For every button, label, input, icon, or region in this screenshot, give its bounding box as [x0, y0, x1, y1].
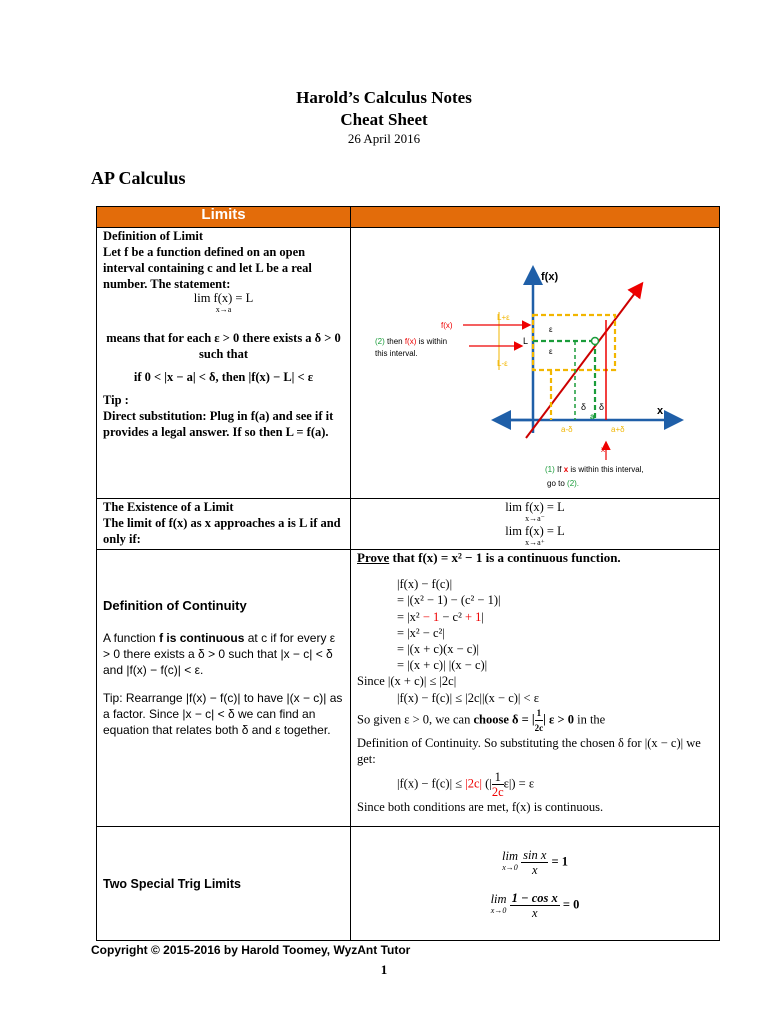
proof-statement: Prove that f(x) = x² − 1 is a continuous function.: [357, 550, 621, 565]
section-title: AP Calculus: [91, 168, 186, 188]
lpe-label: L+ε: [497, 313, 510, 322]
proof-cell: [351, 550, 720, 827]
continuity-definition: A function f is continuous at c if for every ε > 0 there exists a δ > 0 such that |x − c| < δ and |f(x) − f(c)| < ε.: [103, 631, 336, 677]
delta-right-label: δ: [599, 402, 605, 412]
eps-lower-label: ε: [549, 347, 553, 356]
copyright-footer: Copyright © 2015-2016 by Harold Toomey, WyzAnt Tutor: [91, 943, 411, 957]
existence-formulas-cell: [351, 499, 720, 550]
row-continuity: [97, 550, 720, 827]
limit-graph-cell: [351, 228, 720, 499]
fx-axis-label: f(x): [541, 271, 559, 283]
lme-label: L-ε: [497, 359, 508, 368]
row-trig-limits: [97, 827, 720, 941]
document-date: 26 April 2016: [347, 131, 421, 146]
proof-line-4: = |x² − c²|: [397, 625, 445, 640]
proof-line-11: |f(x) − f(c)| ≤ |2c| (| $\frac{1}{2c}$ ε|) = ε: [397, 770, 535, 800]
existence-text: The limit of f(x) as x approaches a is L if and only if:: [103, 516, 341, 546]
definition-limit-means: means that for each ε > 0 there exists a δ > 0 such that: [106, 331, 341, 361]
proof-line-9: So given ε > 0, we can choose δ = | $\frac{1}{2c}$ | ε > 0 in the: [357, 707, 606, 733]
note1-line1: (1) If x is within this interval,: [545, 465, 644, 474]
epsilon-delta-graph: [351, 228, 707, 478]
proof-line-7: Since |(x + c)| ≤ |2c|: [357, 674, 457, 689]
tip-label: Tip :: [103, 393, 129, 407]
proof-line-10: Definition of Continuity. So substituting the chosen δ for |(x − c)| we get:: [357, 735, 701, 767]
document-subtitle: Cheat Sheet: [340, 110, 428, 129]
a-label: a: [590, 412, 595, 421]
document-title: Harold’s Calculus Notes: [296, 88, 472, 107]
definition-limit-condition: if 0 < |x − a| < δ, then |f(x) − L| < ε: [133, 370, 314, 384]
existence-limit-cell: [97, 499, 351, 550]
delta-left-label: δ: [581, 402, 587, 412]
sin-limit-formula: lim x→0 $\frac{\text{sin x}}{x}$ = 1: [502, 847, 568, 877]
continuity-tip: Tip: Rearrange |f(x) − f(c)| to have |(x − c)| as a factor. Since |x − c| < δ we can find an equation that relates both δ and ε together.: [103, 691, 343, 737]
existence-heading: The Existence of a Limit: [103, 500, 234, 514]
trig-heading-cell: [97, 827, 351, 941]
cos-limit-formula: lim x→0 $\frac{\text{1 − cos x}}{x}$ = 0: [490, 890, 580, 920]
proof-line-1: |f(x) − f(c)|: [397, 577, 453, 592]
function-line: [526, 285, 641, 438]
continuity-heading: Definition of Continuity: [103, 598, 247, 613]
limit-point: [592, 338, 599, 345]
definition-limit-cell: [97, 228, 351, 499]
tip-text: Direct substitution: Plug in f(a) and see if it provides a legal answer. If so then L = f(a).: [103, 409, 334, 439]
definition-limit-intro: Let f be a function defined on an open interval containing c and let L be a real number. The statement:: [103, 245, 312, 291]
l-label: L: [523, 336, 529, 346]
row-definition-limit: [97, 228, 720, 499]
right-limit-formula: lim f(x) = L x→a⁺: [505, 524, 565, 547]
x-below-label: x: [601, 445, 605, 454]
epsilon-band: [533, 315, 615, 370]
definition-limit-formula: lim f(x) = L x→a: [193, 291, 254, 314]
table-header-empty: [351, 207, 720, 228]
fx-arrow-label: f(x): [441, 321, 453, 330]
left-limit-formula: lim f(x) = L x→a⁻: [505, 500, 565, 523]
trig-formulas-cell: [351, 827, 720, 941]
continuity-cell: [97, 550, 351, 827]
table-header-label: Limits: [97, 207, 351, 228]
table-header-row: [97, 207, 720, 228]
note2-line2: this interval.: [375, 349, 418, 358]
note2-line1: (2) then f(x) is within: [375, 337, 448, 346]
page-number: 1: [380, 962, 388, 977]
proof-line-12: Since both conditions are met, f(x) is continuous.: [357, 800, 604, 815]
proof-line-5: = |(x + c)(x − c)|: [397, 642, 480, 657]
eps-upper-label: ε: [549, 325, 553, 334]
definition-limit-heading: Definition of Limit: [103, 229, 203, 243]
limits-table: [96, 206, 720, 941]
note1-line2: go to (2).: [547, 479, 580, 488]
proof-line-3: = |x² − 1 − c² + 1|: [397, 609, 484, 624]
row-existence-limit: [97, 499, 720, 550]
proof-line-8: |f(x) − f(c)| ≤ |2c||(x − c)| < ε: [397, 690, 539, 705]
trig-heading: Two Special Trig Limits: [103, 876, 241, 891]
apd-label: a+δ: [611, 425, 625, 434]
x-axis-label: x: [657, 405, 664, 417]
proof-line-6: = |(x + c)| |(x − c)|: [397, 658, 488, 673]
proof-line-2: = |(x² − 1) − (c² − 1)|: [397, 593, 501, 608]
amd-label: a-δ: [561, 425, 573, 434]
